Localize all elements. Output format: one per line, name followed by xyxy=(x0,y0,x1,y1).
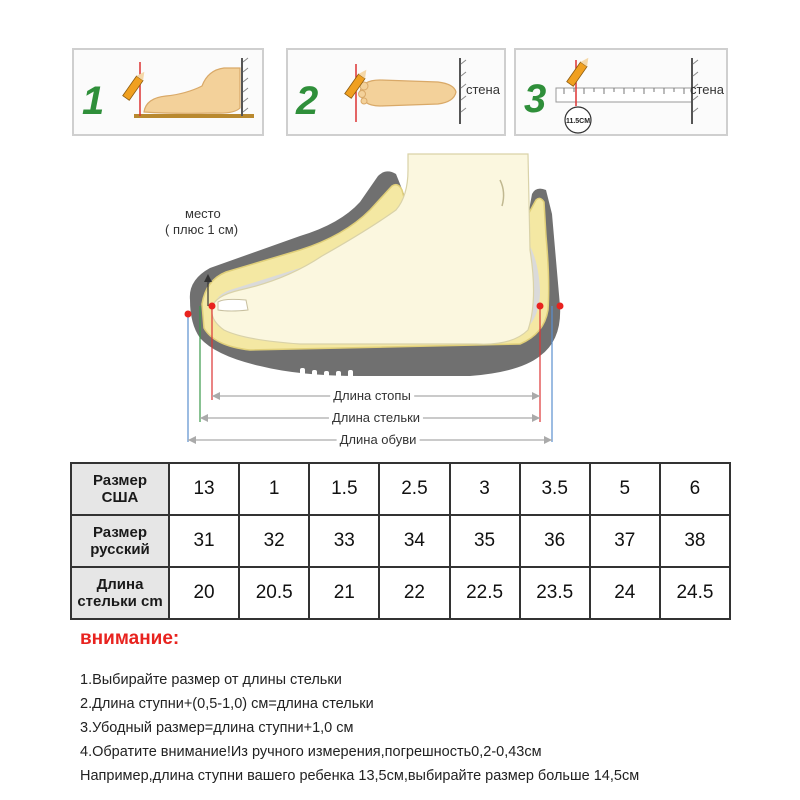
table-cell: 32 xyxy=(239,515,309,567)
step-2-wall-label: стена xyxy=(466,82,500,97)
pencil-icon xyxy=(567,55,592,86)
table-cell: 38 xyxy=(660,515,730,567)
attention-heading: внимание: xyxy=(80,628,180,649)
foot-side-icon xyxy=(144,68,240,113)
size-chart-table xyxy=(70,462,731,620)
table-cell: 24.5 xyxy=(660,567,730,619)
note-item: 3.Убодный размер=длина ступни+1,0 см xyxy=(80,720,354,736)
table-cell: 2.5 xyxy=(379,463,449,515)
step-2-panel xyxy=(286,48,506,136)
table-cell: 20.5 xyxy=(239,567,309,619)
foot-length-label: Длина стопы xyxy=(330,388,414,403)
table-cell: 13 xyxy=(169,463,239,515)
step-1-number: 1 xyxy=(82,79,105,123)
step-3-panel xyxy=(514,48,728,136)
table-cell: 20 xyxy=(169,567,239,619)
table-row-us-size xyxy=(71,463,730,515)
table-cell: 1.5 xyxy=(309,463,379,515)
foot-illustration xyxy=(212,154,534,344)
place-label-line2: ( плюс 1 см) xyxy=(165,222,239,237)
table-cell: 37 xyxy=(590,515,660,567)
note-item: 4.Обратите внимание!Из ручного измерения,погрешность0,2-0,43см xyxy=(80,744,542,760)
shoe-diagram xyxy=(0,140,800,455)
table-cell: 34 xyxy=(379,515,449,567)
table-cell: 23.5 xyxy=(520,567,590,619)
toe-point xyxy=(209,303,216,310)
insole-length-label: Длина стельки xyxy=(329,410,423,425)
table-cell: 1 xyxy=(239,463,309,515)
foot-top-icon xyxy=(360,80,456,106)
table-cell: 24 xyxy=(590,567,660,619)
step-1-panel xyxy=(72,48,264,136)
table-cell: 21 xyxy=(309,567,379,619)
row-header-insole-length: Длина стельки cm xyxy=(71,567,169,619)
shoe-length-label: Длина обуви xyxy=(337,432,420,447)
row-header-us-size: Размер США xyxy=(71,463,169,515)
notes-list xyxy=(80,668,780,788)
table-cell: 35 xyxy=(450,515,520,567)
measuring-steps xyxy=(72,48,728,138)
note-item: 2.Длина ступни+(0,5-1,0) см=длина стельки xyxy=(80,696,374,712)
place-label-line1: место xyxy=(185,206,221,221)
row-header-russian-size: Размер русский xyxy=(71,515,169,567)
table-cell: 33 xyxy=(309,515,379,567)
step-3-number: 3 xyxy=(524,77,547,121)
table-cell: 36 xyxy=(520,515,590,567)
shoe-cross-section-illustration xyxy=(0,140,800,455)
shoe-back-point xyxy=(557,303,564,310)
table-row-russian-size xyxy=(71,515,730,567)
note-item: Например,длина ступни вашего ребенка 13,5см,выбирайте размер больше 14,5см xyxy=(80,768,640,784)
measurement-badge-text: 11.5CM xyxy=(565,118,591,125)
table-row-insole-length xyxy=(71,567,730,619)
table-cell: 3.5 xyxy=(520,463,590,515)
table-cell: 3 xyxy=(450,463,520,515)
shoe-front-point xyxy=(185,311,192,318)
table-cell: 22 xyxy=(379,567,449,619)
table-cell: 5 xyxy=(590,463,660,515)
table-cell: 22.5 xyxy=(450,567,520,619)
table-cell: 31 xyxy=(169,515,239,567)
step-2-number: 2 xyxy=(296,79,319,123)
heel-point xyxy=(537,303,544,310)
table-cell: 6 xyxy=(660,463,730,515)
step-3-wall-label: стена xyxy=(690,82,724,97)
step-1-illustration xyxy=(74,50,262,134)
pencil-icon xyxy=(123,69,148,100)
note-item: 1.Выбирайте размер от длины стельки xyxy=(80,672,342,688)
